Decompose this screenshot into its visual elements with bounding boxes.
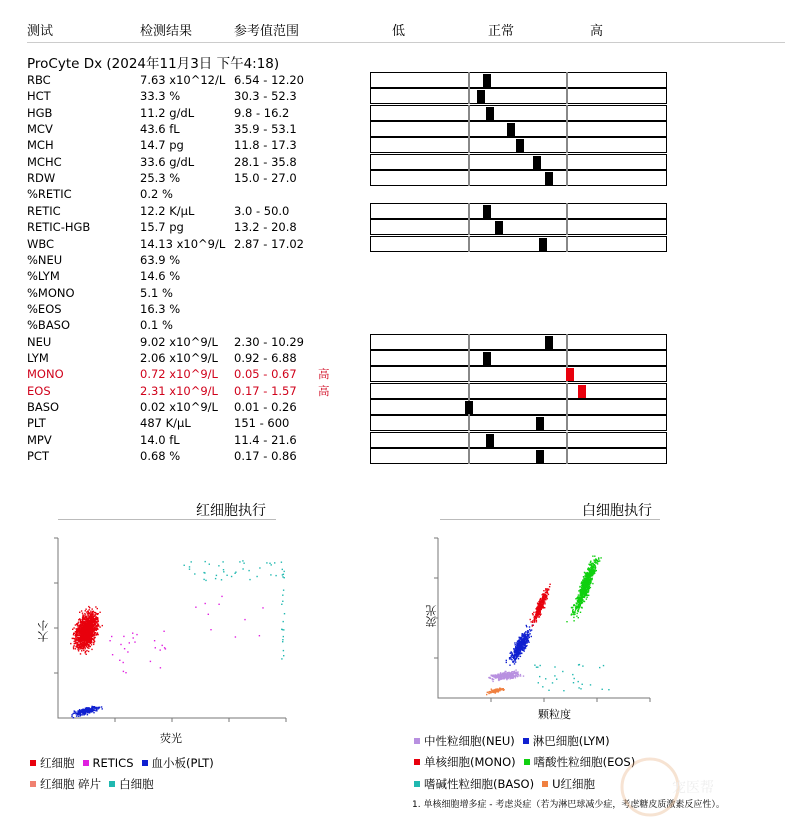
legend-label: 白细胞: [119, 777, 154, 791]
range-bar: [370, 219, 667, 235]
range-marker: [483, 205, 491, 218]
legend-swatch: [30, 760, 36, 766]
range-marker: [483, 74, 491, 87]
legend-swatch: [414, 738, 420, 744]
test-result: 25.3 %: [140, 171, 181, 186]
range-divider: [468, 350, 470, 366]
range-marker: [545, 172, 553, 185]
legend-swatch: [30, 781, 36, 787]
range-bar: [370, 236, 667, 252]
test-name: WBC: [27, 236, 55, 251]
range-bar: [370, 448, 667, 464]
header-normal: 正常: [488, 24, 515, 39]
test-name: %MONO: [27, 285, 75, 300]
range-marker: [536, 417, 544, 430]
rbc-legend-row-2: [30, 776, 162, 792]
header-result: 检测结果: [140, 24, 193, 39]
range-divider: [468, 219, 470, 235]
range-divider: [566, 448, 568, 464]
watermark-logo: [620, 752, 714, 822]
legend-swatch: [414, 759, 420, 765]
test-result: 11.2 g/dL: [140, 105, 195, 120]
wbc-y-axis-label: 荧光: [425, 605, 438, 627]
test-result: 9.02 x10^9/L: [140, 334, 218, 349]
lym-cluster: [506, 624, 534, 666]
legend-item: [30, 777, 101, 791]
range-marker: [578, 385, 586, 398]
header-high: 高: [590, 24, 604, 39]
range-divider: [468, 334, 470, 350]
range-divider: [468, 432, 470, 448]
legend-label: 淋巴细胞(LYM): [532, 734, 610, 748]
range-marker: [483, 352, 491, 365]
range-marker: [507, 123, 515, 136]
legend-label: 嗜酸性粒细胞(EOS): [533, 755, 636, 769]
test-name: HCT: [27, 89, 51, 104]
neu-cluster: [488, 669, 524, 682]
range-marker: [486, 107, 494, 120]
range-bar: [370, 366, 667, 382]
test-name: %RETIC: [27, 187, 72, 202]
legend-label: 中性粒细胞(NEU): [424, 734, 515, 748]
range-divider: [468, 448, 470, 464]
test-reference: 28.1 - 35.8: [234, 154, 297, 169]
test-name: RETIC-HGB: [27, 220, 91, 235]
retics-cluster: [109, 631, 166, 674]
legend-label: 单核细胞(MONO): [424, 755, 516, 769]
range-marker: [486, 434, 494, 447]
range-bar: [370, 432, 667, 448]
test-reference: 9.8 - 16.2: [234, 105, 290, 120]
wbc-legend-row-3: [414, 776, 603, 792]
test-result: 0.2 %: [140, 187, 173, 202]
header-reference: 参考值范围: [234, 24, 300, 39]
test-reference: 0.01 - 0.26: [234, 400, 297, 414]
range-marker: [465, 401, 473, 414]
range-bar: [370, 105, 667, 121]
test-result: 5.1 %: [140, 285, 173, 300]
baso-points: [534, 664, 609, 692]
range-divider: [566, 154, 568, 170]
header-low: 低: [392, 24, 406, 39]
test-result: 63.9 %: [140, 252, 181, 267]
range-marker: [477, 90, 485, 103]
rbc-y-axis-label: 大小: [37, 620, 50, 642]
test-reference: 15.0 - 27.0: [234, 171, 297, 186]
legend-item: [83, 756, 134, 770]
test-name: RBC: [27, 73, 51, 87]
range-bar: [370, 399, 667, 415]
table-row: [0, 252, 785, 268]
test-name: %LYM: [27, 269, 60, 284]
range-bar: [370, 334, 667, 350]
u-rbc-cluster: [486, 688, 505, 696]
range-divider: [566, 350, 568, 366]
test-result: 2.31 x10^9/L: [140, 383, 218, 398]
test-result: 0.1 %: [140, 318, 173, 333]
legend-item: [414, 755, 516, 769]
test-reference: 0.92 - 6.88: [234, 350, 297, 365]
mono-cluster: [530, 584, 551, 627]
range-marker: [495, 221, 503, 234]
legend-item: [142, 756, 214, 770]
range-bar: [370, 350, 667, 366]
range-bar: [370, 121, 667, 137]
legend-label: 红细胞: [40, 756, 75, 770]
rbc-plot-title: 红细胞执行: [196, 503, 266, 519]
eos-cluster: [566, 556, 602, 623]
legend-swatch: [524, 759, 530, 765]
range-divider: [566, 219, 568, 235]
test-reference: 151 - 600: [234, 416, 290, 431]
test-name: BASO: [27, 400, 60, 414]
test-name: %BASO: [27, 318, 71, 333]
run-title: ProCyte Dx (2024年11月3日 下午4:18): [27, 56, 280, 72]
plt-cluster: [71, 706, 103, 719]
wbc-points-edge: [281, 574, 285, 659]
range-divider: [566, 236, 568, 252]
test-result: 0.02 x10^9/L: [140, 400, 218, 414]
range-marker: [516, 139, 524, 152]
test-result: 14.6 %: [140, 269, 181, 284]
legend-swatch: [83, 760, 89, 766]
range-bar: [370, 137, 667, 153]
rbc-x-axis-label: 荧光: [160, 732, 182, 745]
legend-item: [109, 777, 154, 791]
range-marker: [545, 336, 553, 349]
wbc-points: [184, 560, 285, 581]
legend-item: [414, 777, 534, 791]
test-reference: 35.9 - 53.1: [234, 122, 297, 137]
test-reference: 13.2 - 20.8: [234, 220, 297, 235]
range-marker: [566, 368, 574, 381]
range-divider: [468, 88, 470, 104]
legend-item: [542, 777, 595, 791]
test-name: EOS: [27, 383, 51, 398]
test-name: LYM: [27, 350, 49, 365]
range-divider: [468, 366, 470, 382]
range-divider: [566, 105, 568, 121]
legend-swatch: [542, 781, 548, 787]
test-result: 14.0 fL: [140, 432, 180, 447]
test-reference: 2.87 - 17.02: [234, 236, 304, 251]
test-name: MCH: [27, 138, 54, 153]
test-result: 15.7 pg: [140, 220, 184, 235]
legend-item: [523, 734, 610, 748]
range-marker: [539, 238, 547, 251]
wbc-legend-row-1: [414, 733, 618, 749]
test-name: RDW: [27, 171, 56, 186]
test-name: MCV: [27, 122, 53, 137]
test-reference: 11.4 - 21.6: [234, 432, 297, 447]
legend-label: 血小板(PLT): [151, 756, 214, 770]
range-divider: [566, 121, 568, 137]
range-bar: [370, 88, 667, 104]
test-name: HGB: [27, 105, 53, 120]
test-result: 33.3 %: [140, 89, 181, 104]
range-divider: [468, 236, 470, 252]
header-test: 测试: [27, 24, 54, 39]
test-flag: 高: [318, 383, 330, 398]
table-row: [0, 301, 785, 317]
test-name: NEU: [27, 334, 52, 349]
rbc-cluster: [70, 606, 103, 655]
legend-item: [30, 756, 75, 770]
legend-label: U红细胞: [552, 777, 596, 791]
test-result: 487 K/µL: [140, 416, 191, 431]
header-divider: [27, 42, 785, 43]
table-row: [0, 268, 785, 284]
test-name: %EOS: [27, 301, 62, 316]
test-reference: 0.05 - 0.67: [234, 367, 297, 382]
range-divider: [566, 432, 568, 448]
range-divider: [566, 399, 568, 415]
legend-swatch: [414, 781, 420, 787]
range-divider: [468, 415, 470, 431]
test-reference: 0.17 - 1.57: [234, 383, 297, 398]
range-bar: [370, 383, 667, 399]
test-result: 0.72 x10^9/L: [140, 367, 218, 382]
range-marker: [533, 156, 541, 169]
legend-swatch: [142, 760, 148, 766]
wbc-scatter-plot: [420, 530, 660, 710]
range-divider: [468, 121, 470, 137]
range-bar: [370, 203, 667, 219]
rbc-plot-title-rule: [58, 519, 276, 520]
rbc-scatter-plot: [36, 530, 296, 730]
test-reference: 30.3 - 52.3: [234, 89, 297, 104]
range-bar: [370, 72, 667, 88]
table-row: [0, 285, 785, 301]
test-reference: 6.54 - 12.20: [234, 73, 304, 87]
test-reference: 11.8 - 17.3: [234, 138, 297, 153]
test-result: 0.68 %: [140, 449, 181, 464]
wbc-plot-title-rule: [440, 519, 660, 520]
range-divider: [468, 154, 470, 170]
range-divider: [566, 415, 568, 431]
range-divider: [468, 383, 470, 399]
test-result: 14.13 x10^9/L: [140, 236, 226, 251]
test-reference: 3.0 - 50.0: [234, 203, 290, 218]
range-divider: [566, 383, 568, 399]
range-divider: [566, 72, 568, 88]
wbc-x-axis-label: 颗粒度: [538, 708, 571, 721]
legend-label: RETICS: [92, 756, 134, 770]
range-divider: [566, 203, 568, 219]
test-result: 33.6 g/dL: [140, 154, 195, 169]
table-row: [0, 317, 785, 333]
range-divider: [468, 105, 470, 121]
test-name: PLT: [27, 416, 46, 431]
test-result: 12.2 K/µL: [140, 203, 195, 218]
legend-item: [524, 755, 636, 769]
retics-sparse: [195, 596, 264, 638]
plot-axes: [434, 538, 650, 702]
legend-label: 嗜碱性粒细胞(BASO): [424, 777, 535, 791]
range-divider: [468, 72, 470, 88]
test-name: %NEU: [27, 252, 63, 267]
test-name: PCT: [27, 449, 49, 464]
test-reference: 0.17 - 0.86: [234, 449, 297, 464]
wbc-plot-title: 白细胞执行: [582, 503, 652, 519]
test-result: 14.7 pg: [140, 138, 184, 153]
interpretation-note: 1. 单核细胞增多症 - 考虑炎症（若为淋巴球减少症，考虑糖皮质激素反应性）。: [412, 800, 725, 810]
legend-label: 红细胞 碎片: [40, 777, 102, 791]
test-flag: 高: [318, 367, 330, 382]
wbc-legend-row-2: [414, 754, 643, 770]
range-divider: [468, 170, 470, 186]
legend-item: [414, 734, 515, 748]
range-divider: [468, 203, 470, 219]
test-name: MCHC: [27, 154, 62, 169]
test-result: 43.6 fL: [140, 122, 180, 137]
test-name: RETIC: [27, 203, 61, 218]
rbc-legend-row-1: [30, 755, 222, 771]
range-divider: [468, 137, 470, 153]
test-reference: 2.30 - 10.29: [234, 334, 304, 349]
legend-swatch: [109, 781, 115, 787]
test-name: MONO: [27, 367, 64, 382]
range-bar: [370, 415, 667, 431]
range-divider: [566, 334, 568, 350]
test-result: 2.06 x10^9/L: [140, 350, 218, 365]
range-bar: [370, 154, 667, 170]
test-name: MPV: [27, 432, 52, 447]
legend-swatch: [523, 738, 529, 744]
test-result: 7.63 x10^12/L: [140, 73, 226, 87]
test-result: 16.3 %: [140, 301, 181, 316]
range-divider: [566, 137, 568, 153]
watermark-text: 宠医帮: [672, 780, 714, 796]
range-divider: [566, 88, 568, 104]
range-divider: [566, 170, 568, 186]
table-row: [0, 186, 785, 202]
range-bar: [370, 170, 667, 186]
range-marker: [536, 450, 544, 463]
